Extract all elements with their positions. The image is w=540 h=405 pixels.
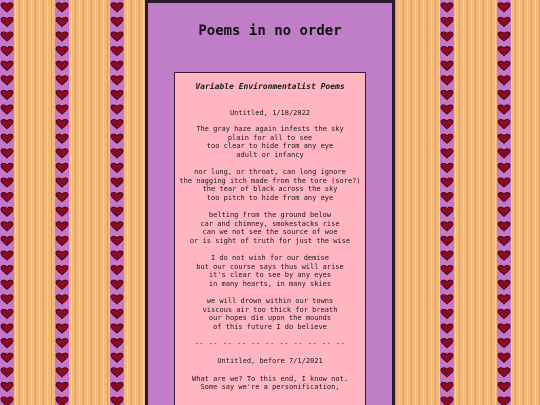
heart-icon xyxy=(441,265,453,274)
heart-icon xyxy=(441,163,453,172)
heart-icon xyxy=(56,32,68,41)
heart-icon xyxy=(441,207,453,216)
heart-icon xyxy=(498,265,510,274)
heart-strip-left-2 xyxy=(55,0,69,405)
heart-icon xyxy=(498,90,510,99)
heart-icon xyxy=(441,295,453,304)
heart-icon xyxy=(441,178,453,187)
heart-icon xyxy=(111,207,123,216)
page-title: Poems in no order xyxy=(198,23,342,39)
heart-icon xyxy=(111,251,123,260)
heart-icon xyxy=(56,3,68,12)
heart-icon xyxy=(1,265,13,274)
heart-column xyxy=(0,0,14,405)
heart-icon xyxy=(441,105,453,114)
heart-icon xyxy=(441,90,453,99)
heart-icon xyxy=(498,46,510,55)
heart-icon xyxy=(498,295,510,304)
heart-strip-right-2 xyxy=(497,0,511,405)
heart-icon xyxy=(1,32,13,41)
heart-icon xyxy=(1,192,13,201)
heart-icon xyxy=(56,61,68,70)
heart-icon xyxy=(441,397,453,405)
stanza xyxy=(175,125,365,159)
heart-icon xyxy=(1,105,13,114)
heart-icon xyxy=(56,368,68,377)
heart-icon xyxy=(441,17,453,26)
heart-icon xyxy=(498,324,510,333)
poem-title: Untitled, before 7/1/2021 xyxy=(217,357,323,366)
heart-icon xyxy=(441,368,453,377)
heart-icon xyxy=(498,3,510,12)
heart-icon xyxy=(441,3,453,12)
heart-icon xyxy=(498,207,510,216)
heart-icon xyxy=(498,163,510,172)
heart-icon xyxy=(1,324,13,333)
heart-icon xyxy=(441,32,453,41)
poem-line: our hopes die upon the mounds xyxy=(208,314,332,323)
poem-line: the nagging itch made from the tore (sore?) xyxy=(179,176,361,185)
poem-line: of this future I do believe xyxy=(213,322,327,331)
poem-line: or is sight of truth for just the wise xyxy=(189,236,351,245)
poem-1 xyxy=(175,109,365,332)
heart-icon xyxy=(1,163,13,172)
heart-icon xyxy=(56,236,68,245)
poem-line: can we not see the source of woe xyxy=(202,228,338,237)
stanza xyxy=(175,297,365,331)
heart-icon xyxy=(56,134,68,143)
heart-icon xyxy=(441,134,453,143)
heart-icon xyxy=(111,134,123,143)
heart-icon xyxy=(1,134,13,143)
heart-icon xyxy=(111,265,123,274)
poem-line: we will drown within our towns xyxy=(206,297,334,306)
heart-icon xyxy=(111,119,123,128)
heart-icon xyxy=(498,236,510,245)
heart-icon xyxy=(111,192,123,201)
heart-icon xyxy=(498,280,510,289)
heart-icon xyxy=(441,251,453,260)
heart-icon xyxy=(111,382,123,391)
heart-icon xyxy=(1,149,13,158)
heart-icon xyxy=(441,236,453,245)
heart-icon xyxy=(498,222,510,231)
heart-icon xyxy=(1,61,13,70)
heart-icon xyxy=(111,32,123,41)
heart-icon xyxy=(498,105,510,114)
heart-icon xyxy=(1,178,13,187)
heart-icon xyxy=(56,397,68,405)
heart-icon xyxy=(441,280,453,289)
heart-icon xyxy=(56,76,68,85)
heart-icon xyxy=(56,295,68,304)
heart-icon xyxy=(441,309,453,318)
heart-icon xyxy=(111,17,123,26)
heart-icon xyxy=(441,76,453,85)
heart-icon xyxy=(498,368,510,377)
heart-icon xyxy=(56,324,68,333)
heart-icon xyxy=(56,265,68,274)
heart-column xyxy=(55,0,69,405)
poem-line: too clear to hide from any eye xyxy=(206,142,334,151)
poem-line: viscous air too thick for breath xyxy=(202,305,338,314)
poem-line: but our course says thus will arise xyxy=(196,262,344,271)
heart-icon xyxy=(1,46,13,55)
heart-icon xyxy=(111,353,123,362)
heart-icon xyxy=(56,338,68,347)
heart-icon xyxy=(111,368,123,377)
heart-icon xyxy=(111,149,123,158)
poem-line: too pitch to hide from any eye xyxy=(206,193,334,202)
heart-icon xyxy=(56,382,68,391)
heart-icon xyxy=(441,353,453,362)
heart-icon xyxy=(111,324,123,333)
heart-icon xyxy=(111,46,123,55)
heart-icon xyxy=(498,76,510,85)
poem-line: belting from the ground below xyxy=(208,211,332,220)
heart-icon xyxy=(498,17,510,26)
heart-icon xyxy=(111,178,123,187)
heart-icon xyxy=(1,309,13,318)
heart-icon xyxy=(56,222,68,231)
heart-icon xyxy=(1,382,13,391)
heart-icon xyxy=(56,105,68,114)
poem-line: in many hearts, in many skies xyxy=(208,279,332,288)
stanza xyxy=(175,168,365,202)
heart-icon xyxy=(1,90,13,99)
poem-line: it's clear to see by any eyes xyxy=(208,271,332,280)
heart-icon xyxy=(56,353,68,362)
heart-icon xyxy=(1,119,13,128)
heart-icon xyxy=(441,119,453,128)
heart-icon xyxy=(111,338,123,347)
heart-icon xyxy=(111,236,123,245)
heart-icon xyxy=(441,382,453,391)
heart-icon xyxy=(111,90,123,99)
heart-icon xyxy=(56,119,68,128)
poem-box xyxy=(174,72,366,405)
heart-icon xyxy=(1,280,13,289)
heart-icon xyxy=(441,61,453,70)
heart-icon xyxy=(56,163,68,172)
heart-icon xyxy=(56,178,68,187)
heart-icon xyxy=(56,149,68,158)
stanza xyxy=(175,254,365,288)
heart-icon xyxy=(498,134,510,143)
poem-line: nor lung, or throat, can long ignore xyxy=(194,168,346,177)
poem-line: car and chimney, smokestacks rise xyxy=(200,219,340,228)
poem-2 xyxy=(175,357,365,392)
heart-icon xyxy=(498,338,510,347)
heart-icon xyxy=(441,46,453,55)
heart-icon xyxy=(498,32,510,41)
heart-icon xyxy=(498,149,510,158)
heart-icon xyxy=(1,295,13,304)
heart-icon xyxy=(441,192,453,201)
poem-line: the tear of black across the sky xyxy=(202,185,338,194)
heart-icon xyxy=(498,309,510,318)
heart-icon xyxy=(56,251,68,260)
heart-icon xyxy=(1,17,13,26)
heart-icon xyxy=(1,368,13,377)
section-heading: Variable Environmentalist Poems xyxy=(195,82,345,91)
heart-icon xyxy=(111,280,123,289)
poem-line: The gray haze again infests the sky xyxy=(196,125,344,134)
heart-icon xyxy=(441,324,453,333)
heart-icon xyxy=(1,251,13,260)
heart-icon xyxy=(56,280,68,289)
poem-line: Some say we're a personification, xyxy=(200,383,340,392)
heart-icon xyxy=(1,236,13,245)
heart-icon xyxy=(111,76,123,85)
poem-line: adult or infancy xyxy=(236,150,304,159)
heart-icon xyxy=(498,192,510,201)
heart-icon xyxy=(498,353,510,362)
heart-icon xyxy=(441,338,453,347)
heart-icon xyxy=(111,61,123,70)
heart-icon xyxy=(56,207,68,216)
heart-icon xyxy=(56,90,68,99)
heart-column xyxy=(497,0,511,405)
heart-icon xyxy=(1,397,13,405)
heart-icon xyxy=(498,382,510,391)
heart-icon xyxy=(56,17,68,26)
heart-column xyxy=(110,0,124,405)
heart-icon xyxy=(1,338,13,347)
heart-strip-right-1 xyxy=(440,0,454,405)
poem-title: Untitled, 1/18/2022 xyxy=(229,108,311,117)
heart-strip-left-1 xyxy=(0,0,14,405)
heart-icon xyxy=(1,3,13,12)
heart-icon xyxy=(111,105,123,114)
poem-line: plain for all to see xyxy=(227,133,313,142)
stanza xyxy=(175,211,365,245)
heart-column xyxy=(440,0,454,405)
heart-icon xyxy=(56,46,68,55)
heart-icon xyxy=(1,222,13,231)
heart-icon xyxy=(441,222,453,231)
heart-icon xyxy=(498,178,510,187)
heart-icon xyxy=(56,309,68,318)
heart-icon xyxy=(498,251,510,260)
stanza xyxy=(175,375,365,392)
heart-icon xyxy=(441,149,453,158)
heart-icon xyxy=(111,295,123,304)
heart-icon xyxy=(111,309,123,318)
heart-icon xyxy=(498,61,510,70)
heart-icon xyxy=(111,163,123,172)
heart-icon xyxy=(498,397,510,405)
divider: -- -- -- -- -- -- -- -- -- -- -- xyxy=(194,340,346,349)
heart-icon xyxy=(111,397,123,405)
heart-strip-left-3 xyxy=(110,0,124,405)
poem-line: What are we? To this end, I know not. xyxy=(192,374,348,383)
heart-icon xyxy=(111,3,123,12)
heart-icon xyxy=(1,207,13,216)
heart-icon xyxy=(498,119,510,128)
heart-icon xyxy=(56,192,68,201)
poem-line: I do not wish for our demise xyxy=(210,254,329,263)
heart-icon xyxy=(1,353,13,362)
heart-icon xyxy=(1,76,13,85)
heart-icon xyxy=(111,222,123,231)
